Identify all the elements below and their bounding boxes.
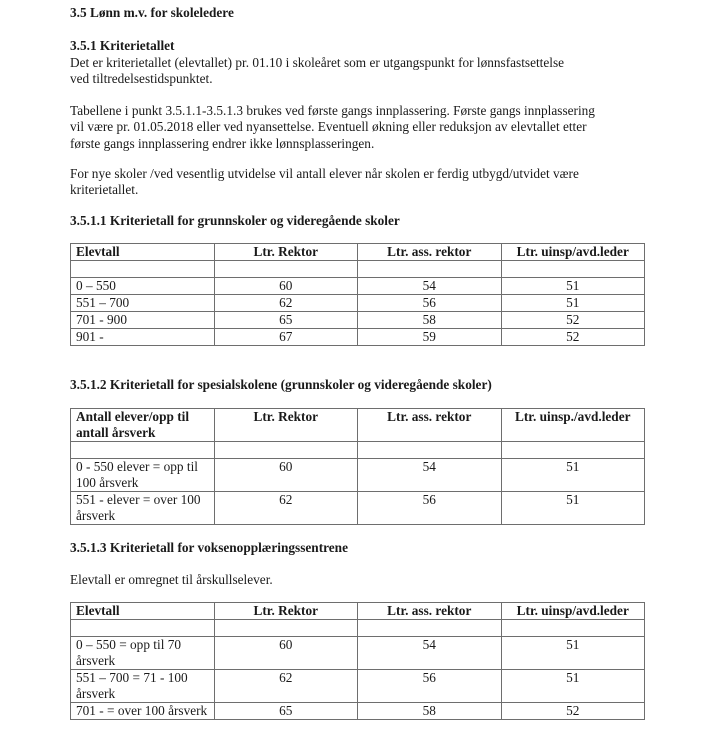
text-line: Det er kriterietallet (elevtallet) pr. 01.10 i skoleåret som er utgangspunkt for lønnsfastsettelse	[70, 55, 565, 70]
column-header: Ltr. ass. rektor	[358, 244, 502, 261]
cell: 54	[358, 459, 502, 492]
table-header-row	[71, 603, 645, 620]
cell: 51	[501, 670, 645, 703]
cell: 56	[358, 670, 502, 703]
column-header: Ltr. Rektor	[214, 244, 358, 261]
cell: 0 - 550 elever = opp til 100 årsverk	[71, 459, 215, 492]
cell: 701 - 900	[71, 312, 215, 329]
table3-note: Elevtall er omregnet til årskullselever.	[70, 572, 273, 587]
column-header: Ltr. uinsp/avd.leder	[501, 244, 645, 261]
cell: 65	[214, 703, 358, 720]
column-header: Ltr. uinsp./avd.leder	[501, 409, 645, 442]
cell: 60	[214, 637, 358, 670]
text-line: første gangs innplassering endrer ikke lønnsplasseringen.	[70, 135, 375, 151]
cell: 52	[501, 703, 645, 720]
cell: 701 - = over 100 årsverk	[71, 703, 215, 720]
column-header: Ltr. ass. rektor	[358, 603, 502, 620]
table-row	[71, 329, 645, 346]
cell: 62	[214, 295, 358, 312]
table-header-row	[71, 409, 645, 442]
table-row-empty	[71, 442, 645, 459]
cell: 51	[501, 637, 645, 670]
table3-heading: 3.5.1.3 Kriterietall for voksenopplæringssentrene	[70, 540, 348, 555]
table-row	[71, 670, 645, 703]
cell: 51	[501, 278, 645, 295]
cell: 60	[214, 278, 358, 295]
cell: 65	[214, 312, 358, 329]
text-line: Tabellene i punkt 3.5.1.1-3.5.1.3 brukes ved første gangs innplassering. Første gangs innplassering	[70, 103, 595, 118]
table3-voksenopplaering	[70, 602, 645, 720]
paragraph-tables-usage	[70, 103, 650, 152]
cell: 58	[358, 312, 502, 329]
table-row	[71, 459, 645, 492]
cell: 54	[358, 278, 502, 295]
cell: 52	[501, 329, 645, 346]
cell: 59	[358, 329, 502, 346]
text-line: For nye skoler /ved vesentlig utvidelse vil antall elever når skolen er ferdig utbygd/utvidet være	[70, 166, 579, 181]
table-row	[71, 492, 645, 525]
cell: 901 -	[71, 329, 215, 346]
table-row-empty	[71, 261, 645, 278]
text-line: vil være pr. 01.05.2018 eller ved nyansettelse. Eventuell økning eller reduksjon av elevtallet etter	[70, 119, 587, 135]
table-row	[71, 312, 645, 329]
cell: 56	[358, 492, 502, 525]
table-row	[71, 637, 645, 670]
cell: 551 – 700 = 71 - 100 årsverk	[71, 670, 215, 703]
column-header: Elevtall	[71, 603, 215, 620]
cell: 58	[358, 703, 502, 720]
column-header: Ltr. Rektor	[214, 409, 358, 442]
table1-heading: 3.5.1.1 Kriterietall for grunnskoler og videregående skoler	[70, 213, 400, 228]
table-row-empty	[71, 620, 645, 637]
cell: 62	[214, 670, 358, 703]
table-row	[71, 703, 645, 720]
table2-heading: 3.5.1.2 Kriterietall for spesialskolene (grunnskoler og videregående skoler)	[70, 377, 492, 392]
section-title: 3.5 Lønn m.v. for skoleledere	[70, 5, 234, 20]
cell: 56	[358, 295, 502, 312]
column-header: Ltr. Rektor	[214, 603, 358, 620]
cell: 0 – 550 = opp til 70 årsverk	[71, 637, 215, 670]
column-header: Ltr. ass. rektor	[358, 409, 502, 442]
table-header-row	[71, 244, 645, 261]
table-row	[71, 295, 645, 312]
paragraph-new-schools	[70, 166, 650, 199]
text-line: ved tiltredelsestidspunktet.	[70, 71, 213, 87]
column-header: Antall elever/opp til antall årsverk	[71, 409, 215, 442]
cell: 67	[214, 329, 358, 346]
cell: 551 – 700	[71, 295, 215, 312]
table2-spesialskoler	[70, 408, 645, 525]
cell: 60	[214, 459, 358, 492]
table1-grunnskoler	[70, 243, 645, 346]
cell: 52	[501, 312, 645, 329]
cell: 551 - elever = over 100 årsverk	[71, 492, 215, 525]
column-header: Elevtall	[71, 244, 215, 261]
cell: 54	[358, 637, 502, 670]
cell: 51	[501, 459, 645, 492]
table-row	[71, 278, 645, 295]
cell: 62	[214, 492, 358, 525]
subsection-title: 3.5.1 Kriterietallet	[70, 38, 175, 53]
paragraph-criteria	[70, 55, 650, 88]
cell: 51	[501, 492, 645, 525]
column-header: Ltr. uinsp/avd.leder	[501, 603, 645, 620]
cell: 51	[501, 295, 645, 312]
text-line: kriterietallet.	[70, 182, 139, 198]
cell: 0 – 550	[71, 278, 215, 295]
